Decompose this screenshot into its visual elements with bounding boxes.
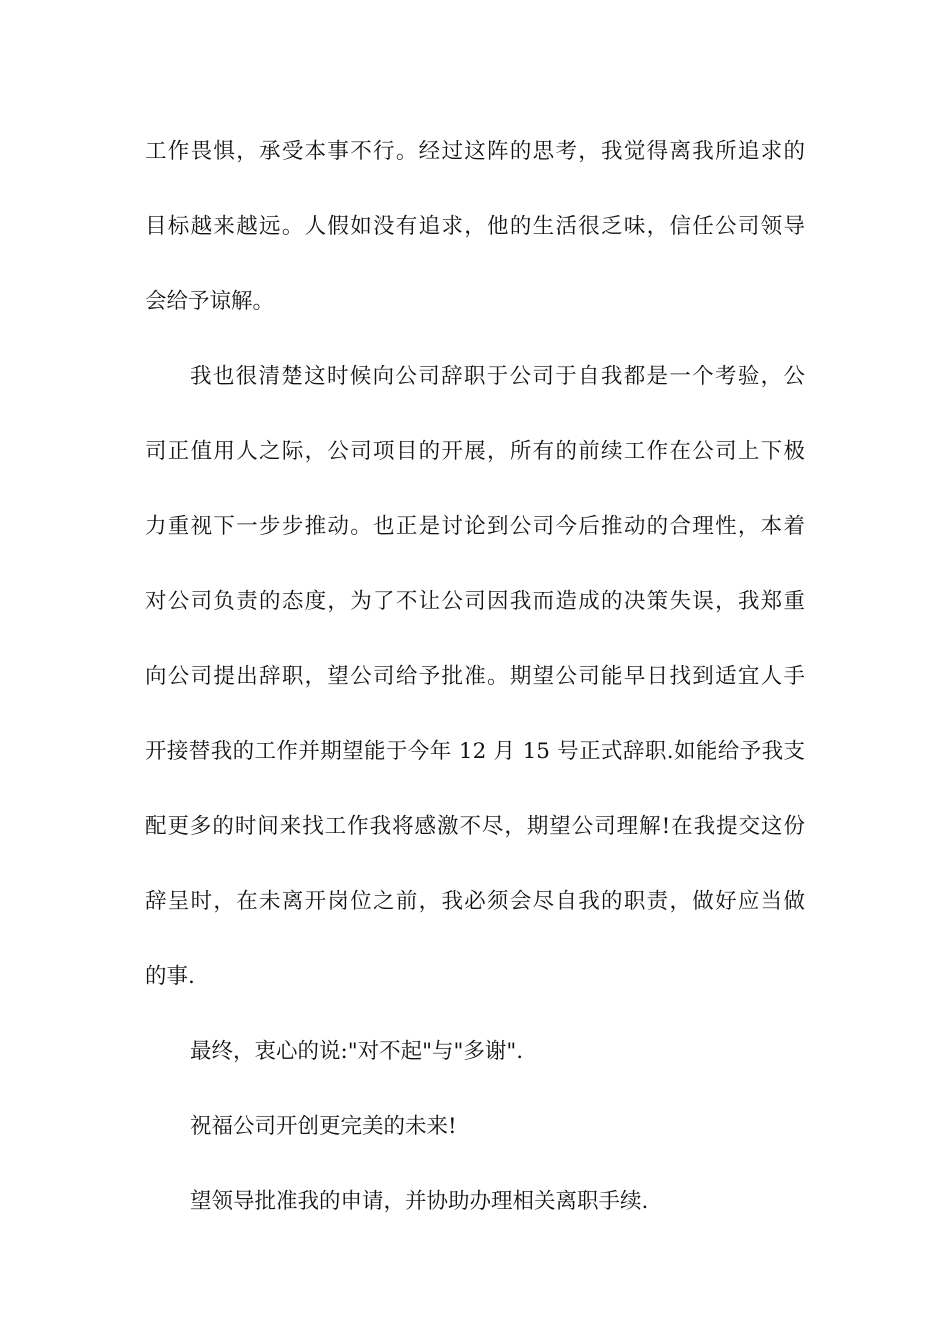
paragraph-first-line: 我也很清楚这时候向公司辞职于公司于自我都是一个考验，公	[190, 364, 805, 389]
text-line: 工作畏惧，承受本事不行。经过这阵的思考，我觉得离我所追求的	[145, 139, 805, 164]
text-line: 辞呈时，在未离开岗位之前，我必须会尽自我的职责，做好应当做	[145, 889, 805, 914]
text-line: 司正值用人之际，公司项目的开展，所有的前续工作在公司上下极	[145, 439, 805, 464]
text-line: 配更多的时间来找工作我将感激不尽，期望公司理解!在我提交这份	[145, 814, 805, 839]
text-line: 开接替我的工作并期望能于今年 12 月 15 号正式辞职.如能给予我支	[145, 739, 805, 764]
text-line: 会给予谅解。	[145, 289, 275, 314]
text-line: 向公司提出辞职，望公司给予批准。期望公司能早日找到适宜人手	[145, 664, 805, 689]
closing-line: 最终，衷心的说:"对不起"与"多谢".	[190, 1039, 524, 1064]
closing-line: 祝福公司开创更完美的未来!	[190, 1114, 457, 1139]
text-line: 力重视下一步步推动。也正是讨论到公司今后推动的合理性，本着	[145, 514, 805, 539]
text-line: 的事.	[145, 964, 195, 989]
text-line: 对公司负责的态度，为了不让公司因我而造成的决策失误，我郑重	[145, 589, 805, 614]
closing-line: 望领导批准我的申请，并协助办理相关离职手续.	[190, 1189, 649, 1214]
text-line: 目标越来越远。人假如没有追求，他的生活很乏味，信任公司领导	[145, 214, 805, 239]
